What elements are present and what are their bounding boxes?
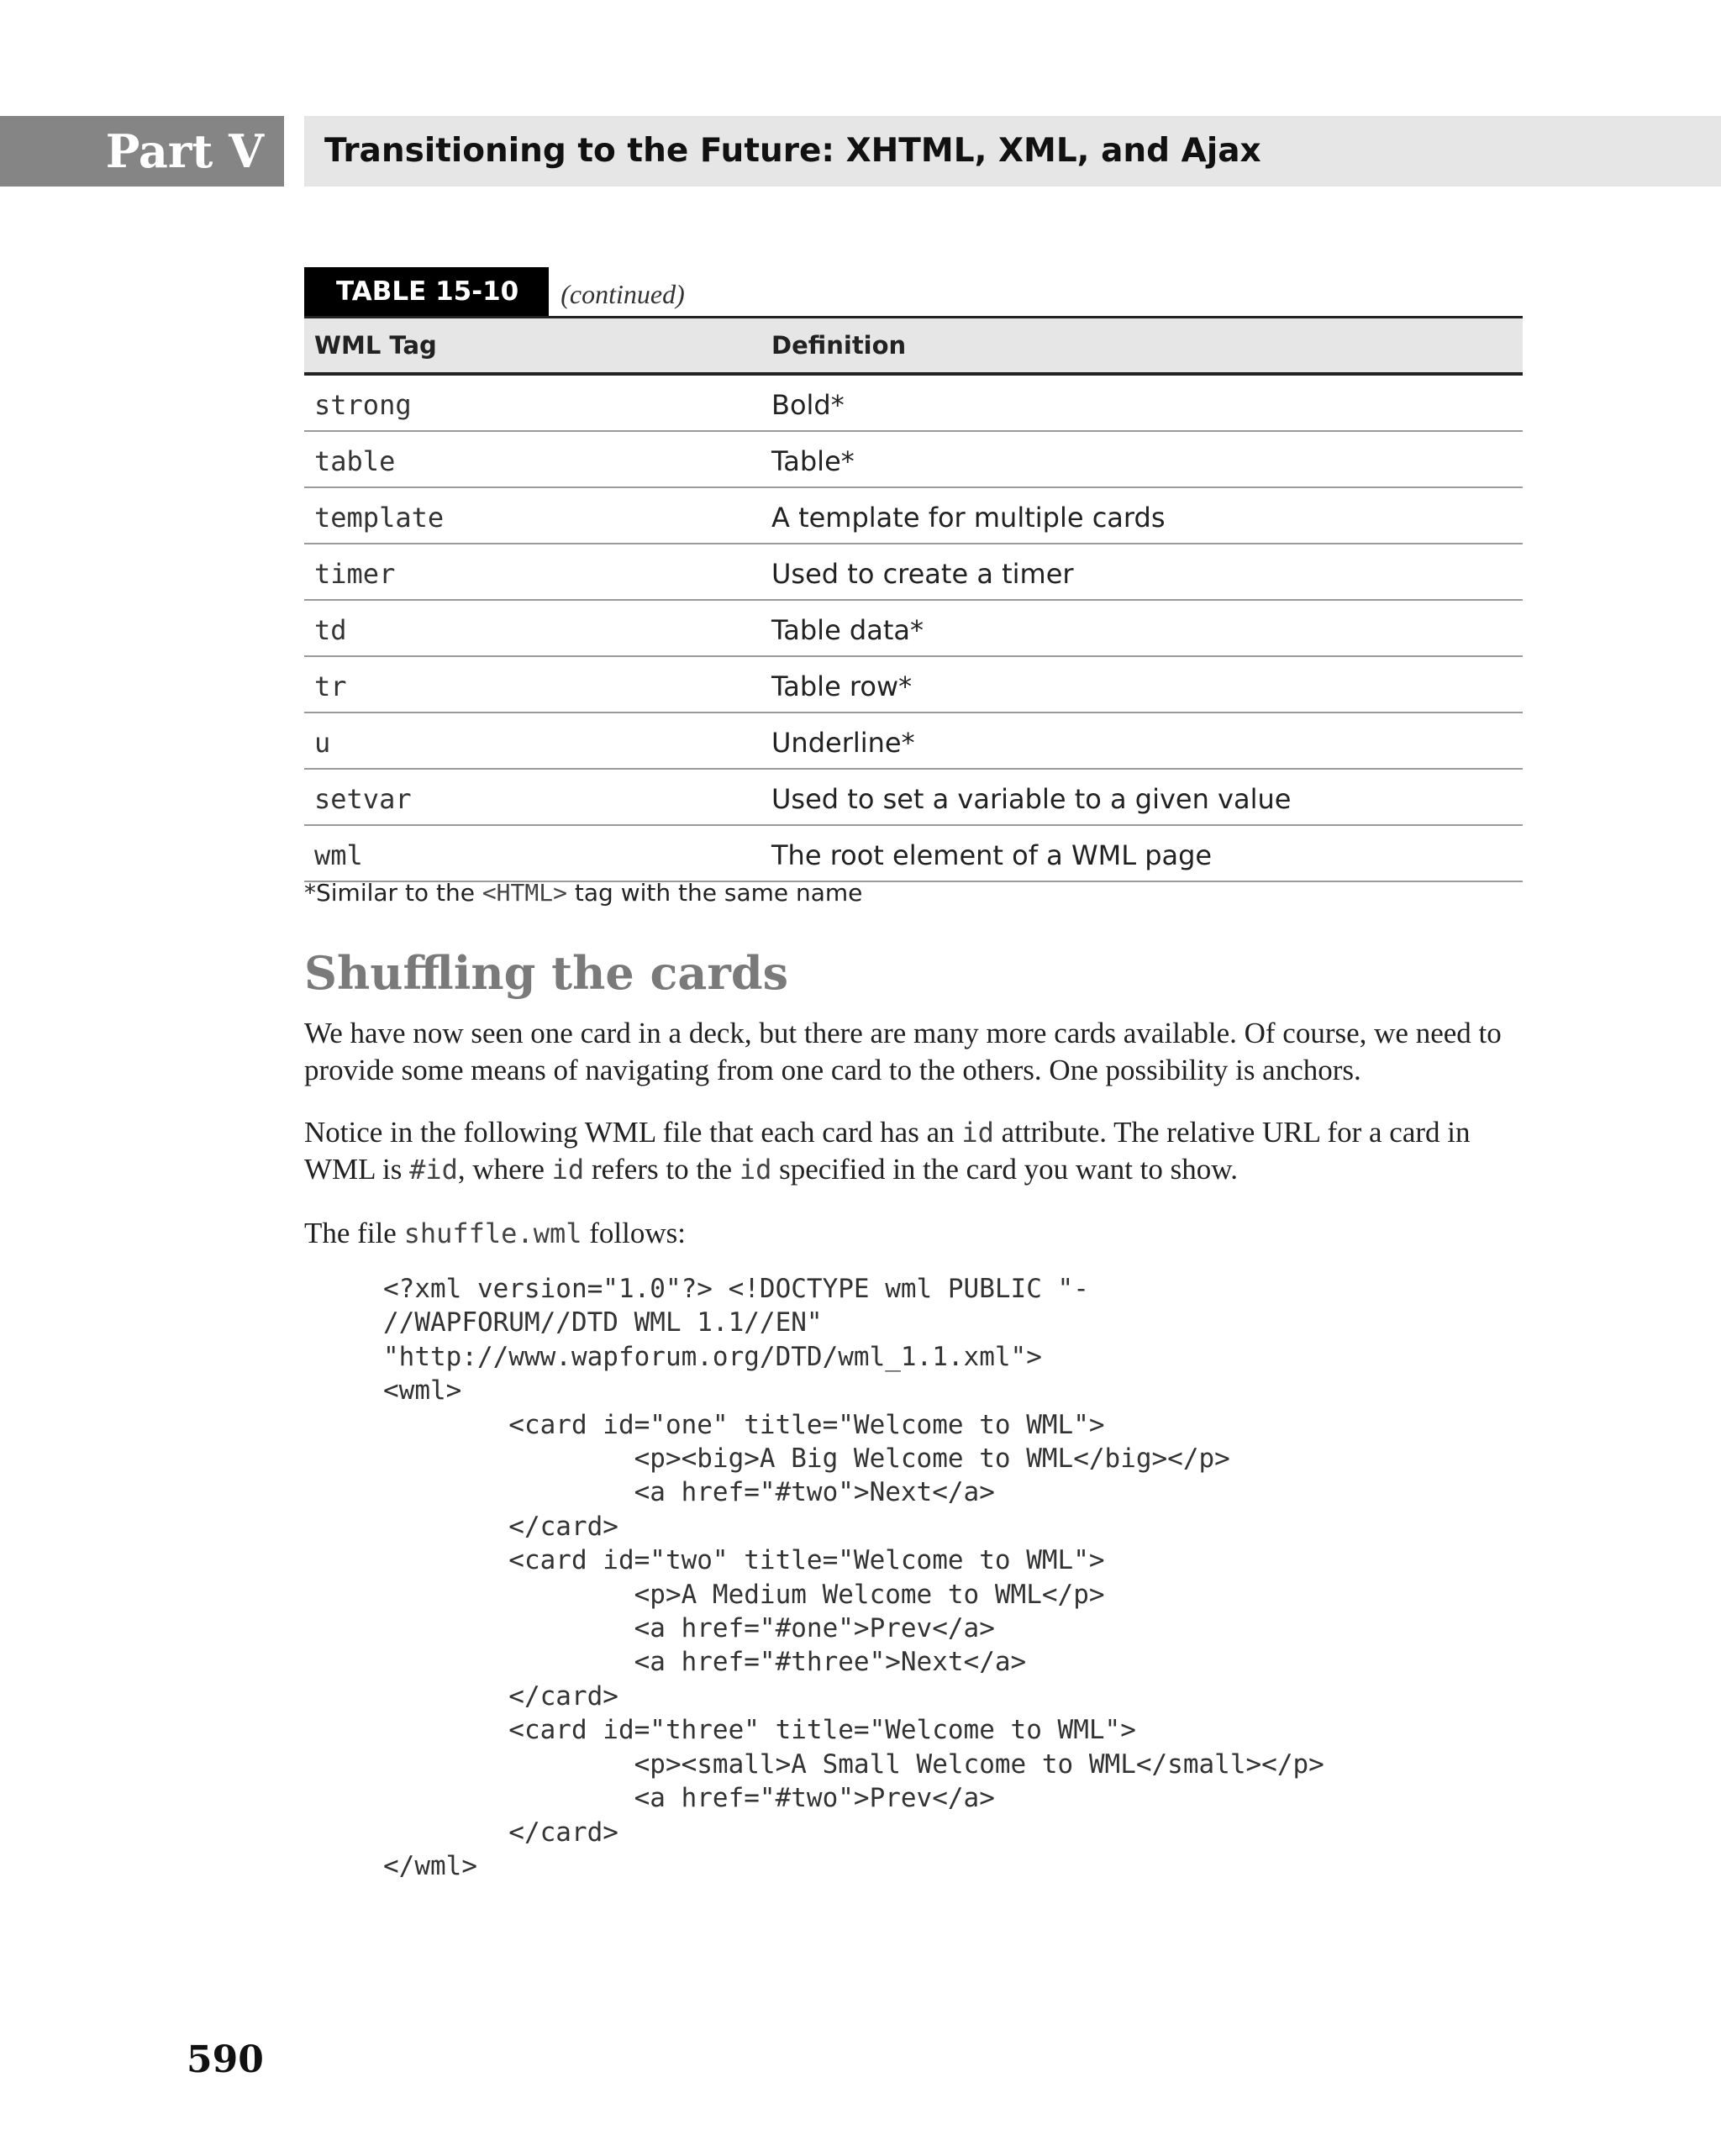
table-row bbox=[304, 713, 1523, 769]
text-run: The file bbox=[304, 1217, 404, 1249]
tag-cell: u bbox=[304, 713, 768, 769]
inline-code: shuffle.wml bbox=[403, 1217, 582, 1249]
table-row bbox=[304, 374, 1523, 431]
inline-code: id bbox=[961, 1117, 994, 1149]
definition-cell: Table row* bbox=[768, 656, 1523, 713]
tag-cell: td bbox=[304, 600, 768, 656]
tag-cell: timer bbox=[304, 544, 768, 600]
table-continued-note: (continued) bbox=[561, 279, 685, 309]
table-row bbox=[304, 600, 1523, 656]
text-run: attribute. The relative URL for a card in WML is bbox=[304, 1116, 1471, 1186]
text-run: , where bbox=[457, 1153, 552, 1186]
tag-cell: strong bbox=[304, 374, 768, 431]
text-run: follows: bbox=[582, 1217, 686, 1249]
table-footnote bbox=[304, 879, 862, 907]
tag-cell: table bbox=[304, 431, 768, 487]
text-run: Notice in the following WML file that each card has an bbox=[304, 1116, 962, 1149]
table-row bbox=[304, 656, 1523, 713]
table-row bbox=[304, 544, 1523, 600]
definition-cell: Table* bbox=[768, 431, 1523, 487]
tag-cell: wml bbox=[304, 825, 768, 881]
column-header-definition: Definition bbox=[768, 318, 1523, 375]
inline-code: id bbox=[739, 1154, 772, 1186]
definition-cell: Used to create a timer bbox=[768, 544, 1523, 600]
table-row bbox=[304, 769, 1523, 825]
text-run: refers to the bbox=[584, 1153, 739, 1186]
tag-cell: template bbox=[304, 487, 768, 544]
definition-cell: The root element of a WML page bbox=[768, 825, 1523, 881]
definition-cell: Used to set a variable to a given value bbox=[768, 769, 1523, 825]
code-listing: <?xml version="1.0"?> <!DOCTYPE wml PUBLIC "- //WAPFORUM//DTD WML 1.1//EN" "http://www.wapforum.org/DTD/wml_1.1.xml"> <wml> <card id="one" title="Welcome to WML"> <p><big>A Big Welcome to WML</big></p> <a href="#two">Next</a> </card> <card id="two" title="Welcome to WML"> <p>A Medium Welcome to WML</p> <a href="#one">Prev</a> <a href="#three">Next</a> </card> <card id="three" title="Welcome to WML"> <p><small>A Small Welcome to WML</small></p> <a href="#two">Prev</a> </card> </wml> bbox=[383, 1274, 1324, 1881]
column-header-wml-tag: WML Tag bbox=[304, 318, 768, 375]
inline-code: id bbox=[551, 1154, 585, 1186]
page-number: 590 bbox=[187, 2038, 264, 2081]
table-caption bbox=[304, 267, 1523, 316]
paragraph-id-attribute bbox=[304, 1114, 1531, 1188]
table-header-row bbox=[304, 318, 1523, 375]
table-row bbox=[304, 487, 1523, 544]
table-label: TABLE 15-10 bbox=[304, 267, 549, 316]
text-run: specified in the card you want to show. bbox=[771, 1153, 1239, 1186]
definition-cell: A template for multiple cards bbox=[768, 487, 1523, 544]
definition-cell: Bold* bbox=[768, 374, 1523, 431]
tag-cell: setvar bbox=[304, 769, 768, 825]
paragraph-intro: We have now seen one card in a deck, but there are many more cards available. Of course, we need to provide some means of navigating from one card to the others. One possibility is anchors. bbox=[304, 1017, 1502, 1086]
running-header-title: Transitioning to the Future: XHTML, XML, and Ajax bbox=[304, 116, 1721, 187]
paragraph-file-intro bbox=[304, 1215, 1531, 1252]
table-row bbox=[304, 825, 1523, 881]
tag-cell: tr bbox=[304, 656, 768, 713]
wml-tag-table bbox=[304, 316, 1523, 882]
definition-cell: Table data* bbox=[768, 600, 1523, 656]
footnote-code: <HTML> bbox=[482, 879, 567, 907]
definition-cell: Underline* bbox=[768, 713, 1523, 769]
section-heading: Shuffling the cards bbox=[304, 946, 788, 1000]
part-label: Part V bbox=[0, 116, 284, 187]
footnote-text: tag with the same name bbox=[566, 879, 863, 907]
inline-code: #id bbox=[409, 1154, 458, 1186]
footnote-text: *Similar to the bbox=[304, 879, 482, 907]
table-row bbox=[304, 431, 1523, 487]
